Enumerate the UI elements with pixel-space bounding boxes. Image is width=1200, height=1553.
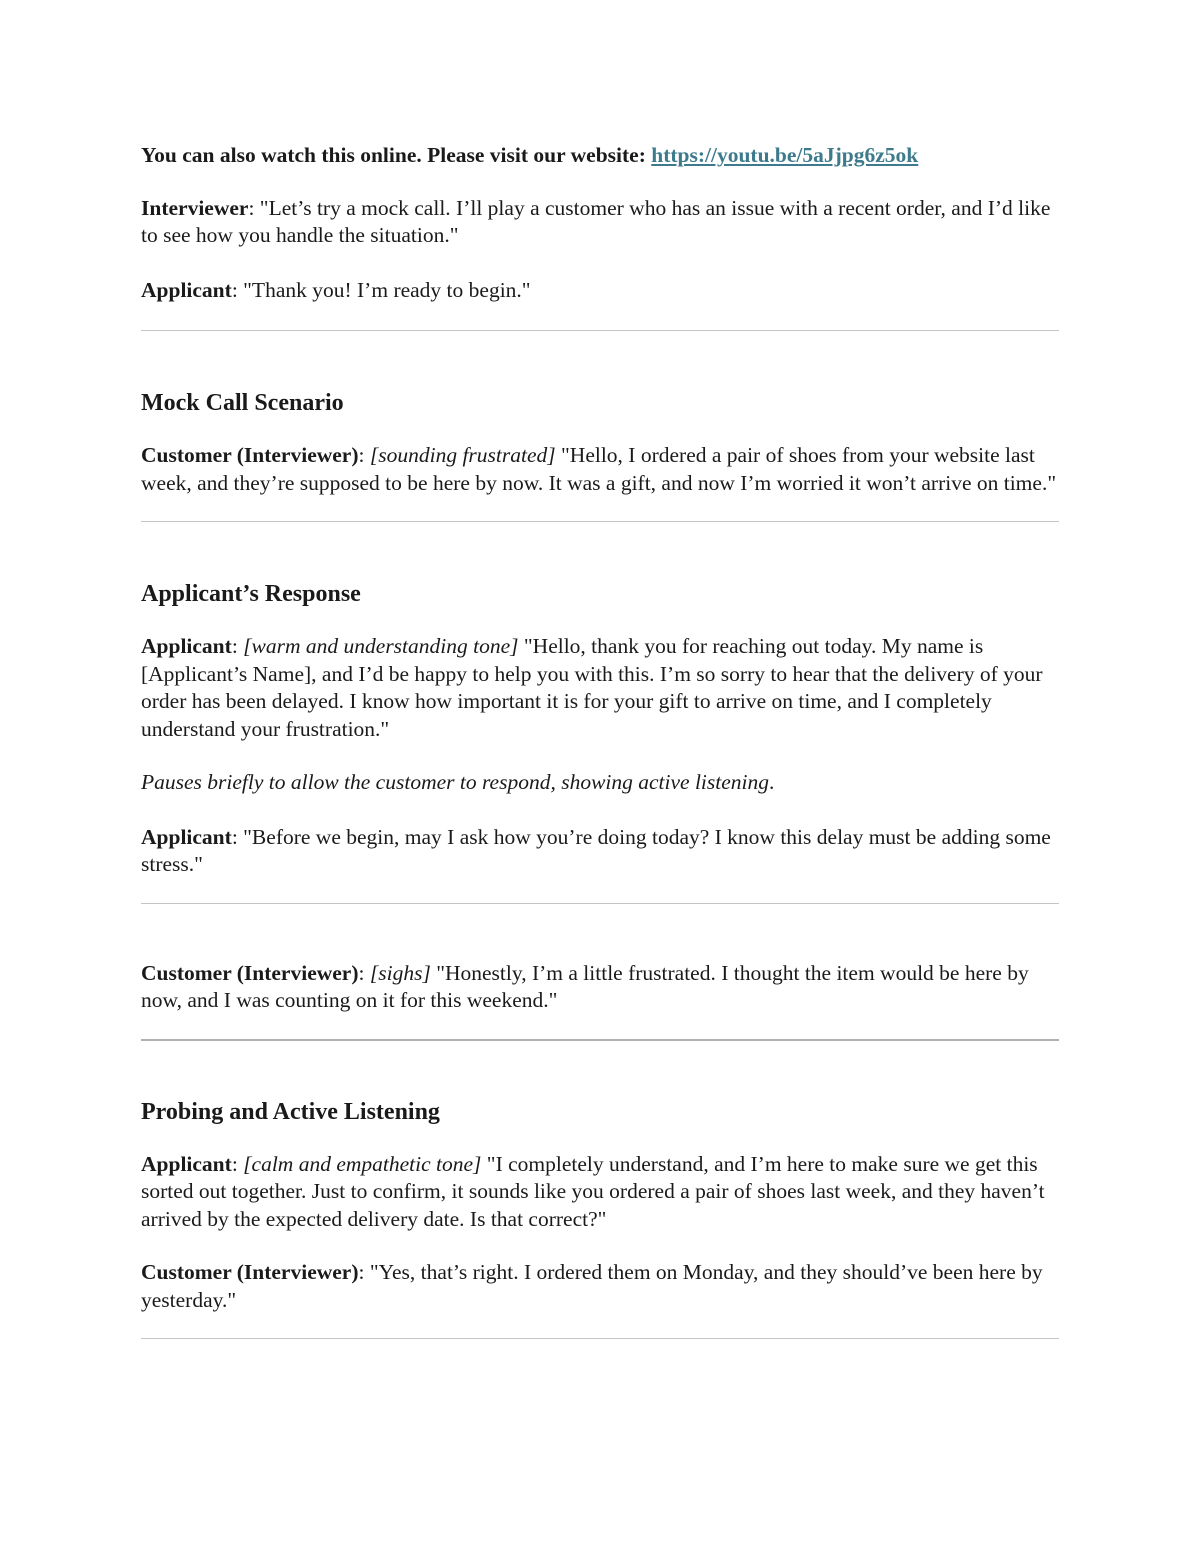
speaker-label: Applicant bbox=[141, 634, 232, 658]
section-heading: Mock Call Scenario bbox=[141, 390, 344, 416]
section-heading: Applicant’s Response bbox=[141, 581, 361, 607]
divider bbox=[141, 903, 1059, 904]
customer-line bbox=[141, 442, 1059, 497]
separator: : bbox=[231, 634, 244, 658]
applicant-line bbox=[141, 277, 1059, 305]
dialogue-text: : "Let’s try a mock call. I’ll play a customer who has an issue with a recent order, and I’d like to see how you handle the situation." bbox=[141, 195, 1051, 247]
speaker-label: Applicant bbox=[141, 277, 232, 302]
video-link[interactable]: https://youtu.be/5aJjpg6z5ok bbox=[651, 143, 919, 167]
speaker-label: Customer (Interviewer) bbox=[141, 1260, 359, 1284]
dialogue-text: "Honestly, I’m a little frustrated. I thought the item would be here by now, and I was counting on it for this weekend." bbox=[141, 960, 1029, 1012]
stage-cue: [calm and empathetic tone] bbox=[243, 1151, 482, 1176]
speaker-label: Applicant bbox=[141, 824, 232, 849]
section-heading: Probing and Active Listening bbox=[141, 1098, 440, 1125]
pause-note-end: . bbox=[769, 770, 775, 794]
separator: : bbox=[358, 443, 370, 467]
intro-line bbox=[141, 142, 1059, 170]
document-page bbox=[141, 142, 1059, 1339]
divider bbox=[141, 1338, 1059, 1339]
dialogue-text: : "Before we begin, may I ask how you’re doing today? I know this delay must be adding some stress." bbox=[141, 824, 1051, 876]
interviewer-line bbox=[141, 195, 1059, 250]
pause-note bbox=[141, 769, 1059, 797]
separator: : bbox=[358, 960, 370, 985]
divider bbox=[141, 1039, 1059, 1041]
stage-cue: [sighs] bbox=[369, 960, 431, 985]
stage-cue: [warm and understanding tone] bbox=[243, 634, 519, 658]
separator: : bbox=[231, 1151, 244, 1176]
applicant-line bbox=[141, 1151, 1059, 1234]
speaker-label: Customer (Interviewer) bbox=[141, 443, 359, 467]
divider bbox=[141, 330, 1059, 331]
applicant-line bbox=[141, 824, 1059, 879]
dialogue-text: : "Yes, that’s right. I ordered them on Monday, and they should’ve been here by yesterday." bbox=[141, 1260, 1043, 1312]
speaker-label: Interviewer bbox=[141, 195, 249, 220]
intro-text: You can also watch this online. Please visit our website: bbox=[141, 143, 652, 167]
pause-note-text: Pauses briefly to allow the customer to respond, showing active listening bbox=[141, 770, 770, 794]
speaker-label: Applicant bbox=[141, 1151, 232, 1176]
dialogue-text: "I completely understand, and I’m here to make sure we get this sorted out together. Just to confirm, it sounds like you ordered a pair of shoes last week, and they haven’t arrived by the expected delivery date. Is that correct?" bbox=[141, 1151, 1045, 1231]
stage-cue: [sounding frustrated] bbox=[369, 443, 556, 467]
speaker-label: Customer (Interviewer) bbox=[141, 960, 359, 985]
dialogue-text: "Hello, I ordered a pair of shoes from your website last week, and they’re supposed to be here by now. It was a gift, and now I’m worried it won’t arrive on time." bbox=[141, 443, 1057, 495]
dialogue-text: : "Thank you! I’m ready to begin." bbox=[231, 277, 531, 302]
customer-line bbox=[141, 960, 1059, 1015]
applicant-line bbox=[141, 633, 1059, 743]
customer-line bbox=[141, 1259, 1059, 1314]
dialogue-text: "Hello, thank you for reaching out today. My name is [Applicant’s Name], and I’d be happy to help you with this. I’m so sorry to hear that the delivery of your order has been delayed. I know how important it is for your gift to arrive on time, and I completely understand your frustration." bbox=[141, 634, 1043, 741]
divider bbox=[141, 521, 1059, 522]
